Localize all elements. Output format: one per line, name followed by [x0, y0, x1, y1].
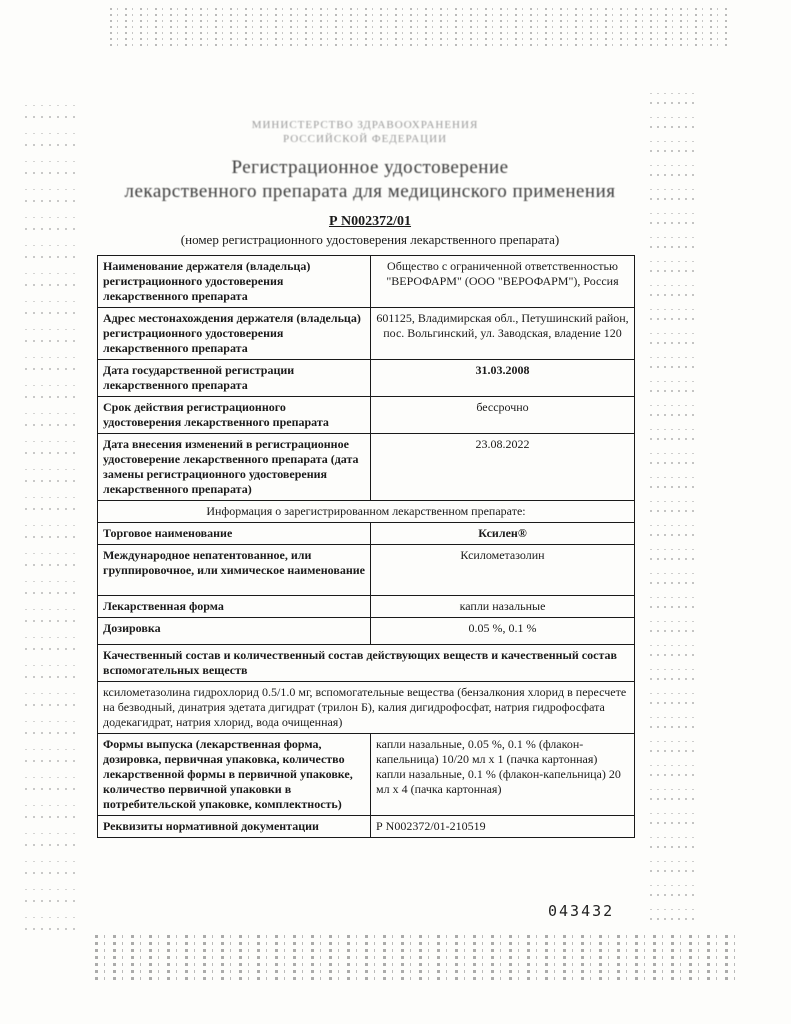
table-row: [98, 397, 635, 434]
table-row: [98, 360, 635, 397]
trade-name-label: Торговое наименование: [98, 523, 371, 545]
table-row: [98, 645, 635, 682]
trade-name-value: Ксилен®: [371, 523, 635, 545]
document-title: [100, 156, 640, 204]
registration-number: Р N002372/01: [328, 214, 412, 229]
dosage-value: 0.05 %, 0.1 %: [371, 618, 635, 645]
table-row: [98, 501, 635, 523]
dosage-form-label: Лекарственная форма: [98, 596, 371, 618]
packaging-option-1: капли назальные, 0.05 %, 0.1 % (флакон-капельница) 10/20 мл x 1 (пачка картонная): [376, 737, 598, 766]
registration-date-value: 31.03.2008: [371, 360, 635, 397]
title-line-2: лекарственного препарата для медицинского применения: [124, 181, 616, 202]
inn-label: Международное непатентованное, или группировочное, или химическое наименование: [98, 545, 371, 596]
table-row: [98, 545, 635, 596]
holder-name-label: Наименование держателя (владельца) регистрационного удостоверения лекарственного препарата: [98, 256, 371, 308]
validity-label: Срок действия регистрационного удостоверения лекарственного препарата: [98, 397, 371, 434]
table-row: [98, 523, 635, 545]
scan-noise-left: [25, 90, 75, 930]
holder-address-value: 601125, Владимирская обл., Петушинский район, пос. Вольгинский, ул. Заводская, владение 120: [371, 308, 635, 360]
table-row: [98, 256, 635, 308]
table-row: [98, 596, 635, 618]
table-row: [98, 434, 635, 501]
changes-date-value: 23.08.2022: [371, 434, 635, 501]
scan-noise-top: [110, 6, 730, 46]
changes-date-label: Дата внесения изменений в регистрационное удостоверение лекарственного препарата (дата замены регистрационного удостоверения лекарственного препарата): [98, 434, 371, 501]
holder-name-value: Общество с ограниченной ответственностью "ВЕРОФАРМ" (ООО "ВЕРОФАРМ"), Россия: [371, 256, 635, 308]
inn-value: Ксилометазолин: [371, 545, 635, 596]
registration-table: [97, 255, 635, 838]
packaging-label: Формы выпуска (лекарственная форма, дозировка, первичная упаковка, количество лекарственной формы в первичной упаковке, количество первичной упаковки в потребительской упаковке, комплектность): [98, 734, 371, 816]
title-line-1: Регистрационное удостоверение: [231, 157, 509, 178]
registration-caption: (номер регистрационного удостоверения лекарственного препарата): [180, 232, 560, 247]
table-row: [98, 618, 635, 645]
composition-text: ксилометазолина гидрохлорид 0.5/1.0 мг, вспомогательные вещества (бензалкония хлорид в пересчете на безводный, динатрия эдетата дигидрат (трилон Б), калия дигидрофосфат, натрия гидрофосфата додекагидрат, натрия хлорид, вода очищенная): [98, 682, 635, 734]
scan-noise-right: [650, 80, 695, 920]
table-row: [98, 682, 635, 734]
table-row: [98, 308, 635, 360]
ministry-header: МИНИСТЕРСТВО ЗДРАВООХРАНЕНИЯ РОССИЙСКОЙ ФЕДЕРАЦИИ: [251, 119, 479, 145]
packaging-value: [371, 734, 635, 816]
validity-value: бессрочно: [371, 397, 635, 434]
table-row: [98, 816, 635, 838]
product-section-title: Информация о зарегистрированном лекарственном препарате:: [98, 501, 635, 523]
table-row: [98, 734, 635, 816]
holder-address-label: Адрес местонахождения держателя (владельца) регистрационного удостоверения лекарственного препарата: [98, 308, 371, 360]
form-serial-number: 043432: [548, 902, 615, 920]
composition-title: Качественный состав и количественный состав действующих веществ и качественный состав вспомогательных веществ: [98, 645, 635, 682]
dosage-form-value: капли назальные: [371, 596, 635, 618]
dosage-label: Дозировка: [98, 618, 371, 645]
packaging-option-2: капли назальные, 0.1 % (флакон-капельница) 20 мл x 4 (пачка картонная): [376, 767, 621, 796]
normative-doc-value: Р N002372/01-210519: [371, 816, 635, 838]
registration-date-label: Дата государственной регистрации лекарственного препарата: [98, 360, 371, 397]
scan-noise-bottom: [95, 935, 735, 980]
normative-doc-label: Реквизиты нормативной документации: [98, 816, 371, 838]
